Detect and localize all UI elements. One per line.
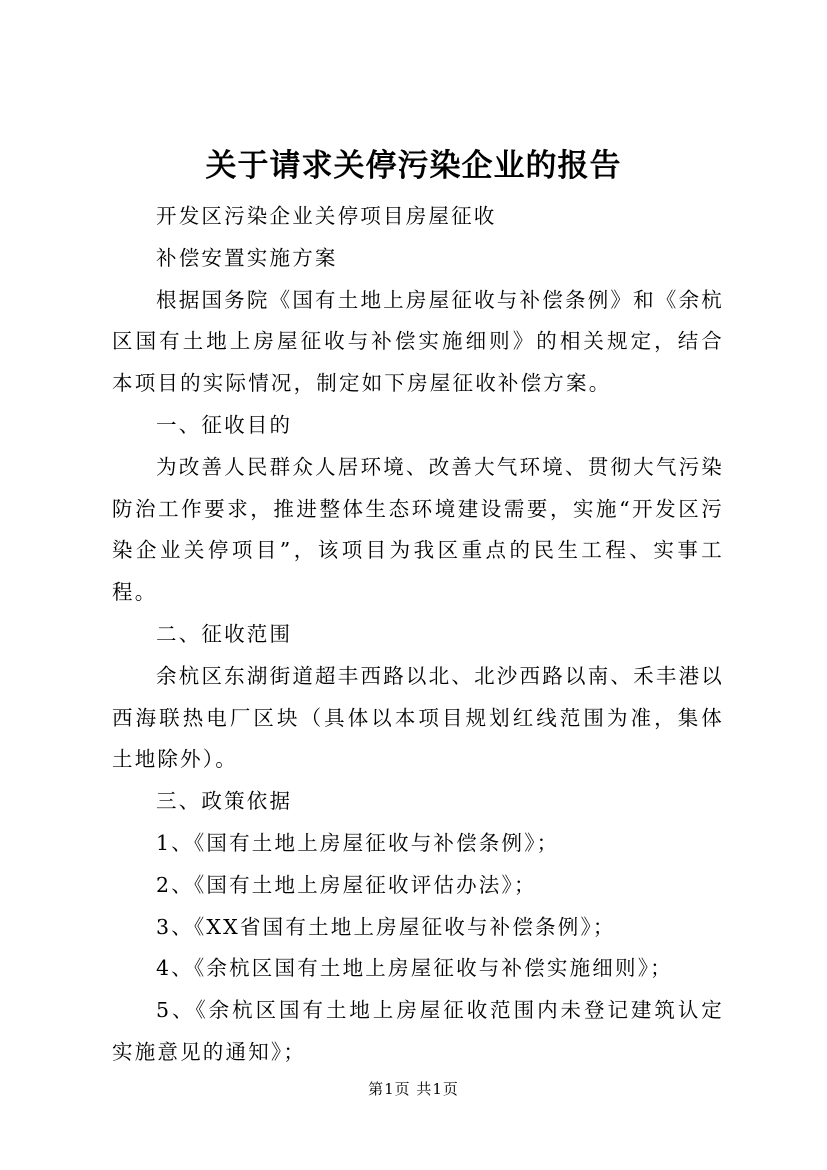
page-number-footer: 第1页 共1页 [368,1080,459,1098]
policy-item-1: 1、《国有土地上房屋征收与补偿条例》； [156,830,560,855]
paragraph-scope: 余杭区东湖街道超丰西路以北、北沙西路以南、禾丰港以西海联热电厂区块（具体以本项目规划红线范围为准，集体土地除外）。 [112,663,724,772]
section-heading-scope: 二、征收范围 [156,621,293,646]
document-title: 关于请求关停污染企业的报告 [205,148,622,184]
policy-item-3: 3、《XX省国有土地上房屋征收与补偿条例》； [156,914,616,939]
policy-item-4: 4、《余杭区国有土地上房屋征收与补偿实施细则》； [156,956,673,981]
paragraph-purpose: 为改善人民群众人居环境、改善大气环境、贯彻大气污染防治工作要求，推进整体生态环境建设需要，实施“开发区污染企业关停项目”，该项目为我区重点的民生工程、实事工程。 [112,454,724,605]
document-body [112,196,724,1074]
policy-item-2: 2、《国有土地上房屋征收评估办法》； [156,872,537,897]
section-heading-purpose: 一、征收目的 [156,412,293,437]
section-heading-policy: 三、政策依据 [156,789,293,814]
paragraph-project-name: 开发区污染企业关停项目房屋征收 [156,204,497,228]
policy-item-5: 5、《余杭区国有土地上房屋征收范围内未登记建筑认定实施意见的通知》； [112,998,724,1064]
paragraph-intro: 根据国务院《国有土地上房屋征收与补偿条例》和《余杭区国有土地上房屋征收与补偿实施细则》的相关规定，结合本项目的实际情况，制定如下房屋征收补偿方案。 [112,287,724,396]
paragraph-plan-name: 补偿安置实施方案 [156,245,338,270]
